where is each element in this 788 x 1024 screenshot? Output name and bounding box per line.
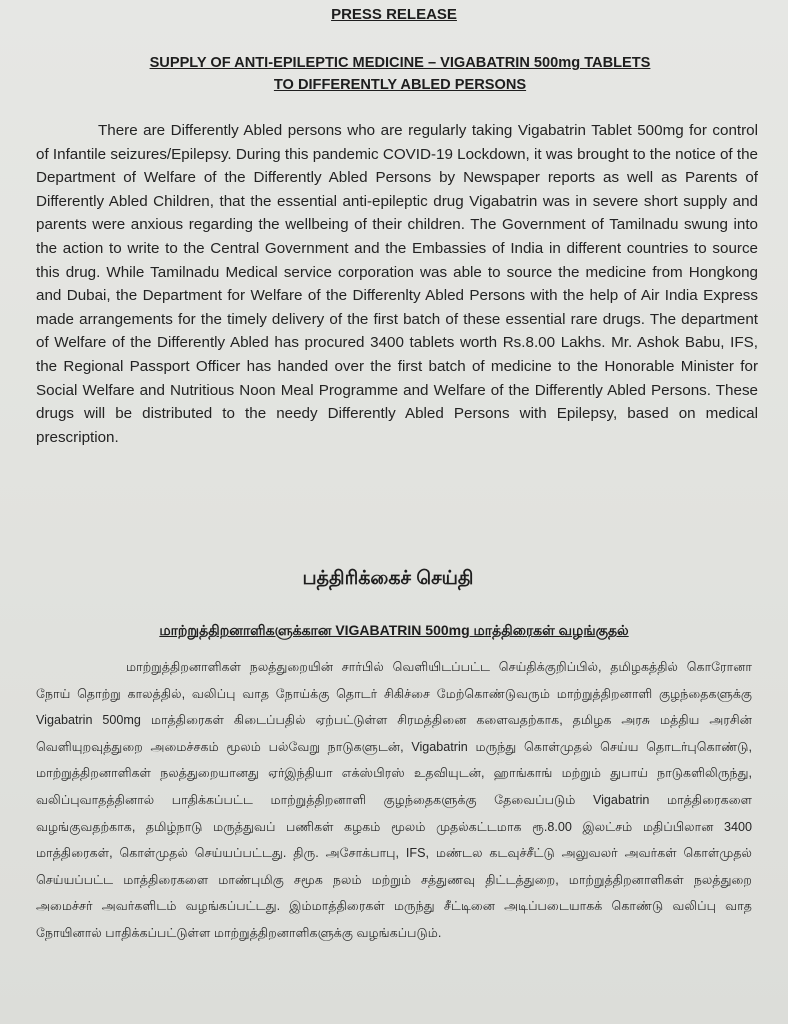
english-subject-line-1: SUPPLY OF ANTI-EPILEPTIC MEDICINE – VIGABATRIN 500mg TABLETS [149,55,651,71]
tamil-press-release-heading: பத்திரிக்கைச் செய்தி [302,568,474,589]
press-release-heading: PRESS RELEASE [331,6,457,23]
english-body-paragraph: There are Differently Abled persons who are regularly taking Vigabatrin Tablet 500mg for control of Infantile seizures/Epilepsy. During this pandemic COVID-19 Lockdown, it was brought to the notice of the Department of Welfare of the Differently Abled Persons by Newspaper reports as well as Parents of Differently Abled Children, that the essential anti-epileptic drug Vigabatrin was in severe short supply and parents were anxious regarding the wellbeing of their children. The Government of Tamilnadu swung into the action to write to the Central Government and the Embassies of India in different countries to source this drug. While Tamilnadu Medical service corporation was able to source the medicine from Hongkong and Dubai, the Department for Welfare of the Differenlty Abled Persons with the help of Air India Express made arrangements for the timely delivery of the first batch of these essential rare drugs. The department of Welfare of the Differently Abled has procured 3400 tablets worth Rs.8.00 Lakhs. Mr. Ashok Babu, IFS, the Regional Passport Officer has handed over the first batch of medicine to the Honorable Minister for Social Welfare and Nutritious Noon Meal Programme and Welfare of the Differently Abled Persons. These drugs will be distributed to the needy Differently Abled Persons with Epilepsy, based on medical prescription. [36,122,758,446]
tamil-subject: மாற்றுத்திறனாளிகளுக்கான VIGABATRIN 500mg மாத்திரைகள் வழங்குதல் [159,622,629,638]
english-subject [0,52,788,96]
tamil-body-paragraph: மாற்றுத்திறனாளிகள் நலத்துறையின் சார்பில் வெளியிடப்பட்ட செய்திக்குறிப்பில், தமிழகத்தில் கொரோனா நோய் தொற்று காலத்தில், வலிப்பு வாத நோய்க்கு தொடர் சிகிச்சை மேற்கொண்டுவரும் மாற்றுத்திறனாளி குழந்தைகளுக்கு Vigabatrin 500mg மாத்திரைகள் கிடைப்பதில் ஏற்பட்டுள்ள சிரமத்தினை களைவதற்காக, தமிழக அரசு மத்திய அரசின் வெளியுறவுத்துறை அமைச்சகம் மூலம் பல்வேறு நாடுகளுடன், Vigabatrin மருந்து கொள்முதல் செய்ய தொடர்புகொண்டு, மாற்றுத்திறனாளிகள் நலத்துறையானது ஏர்இந்தியா எக்ஸ்பிரஸ் உதவியுடன், ஹாங்காங் மற்றும் துபாய் நாடுகளிலிருந்து, வலிப்புவாதத்தினால் பாதிக்கப்பட்ட மாற்றுத்திறனாளி குழந்தைகளுக்கு தேவைப்படும் Vigabatrin மாத்திரைகளை வழங்குவதற்காக, தமிழ்நாடு மருத்துவப் பணிகள் கழகம் மூலம் முதல்கட்டமாக ரூ.8.00 இலட்சம் மதிப்பிலான 3400 மாத்திரைகள், கொள்முதல் செய்யப்பட்டது. திரு. அசோக்பாபு, IFS, மண்டல கடவுச்சீட்டு அலுவலர் அவர்கள் கொள்முதல் செய்யப்பட்ட மாத்திரைகளை மாண்புமிகு சமூக நலம் மற்றும் சத்துணவு திட்டத்துறை, மாற்றுத்திறனாளிகள் நலத்துறை அமைச்சர் அவர்களிடம் வழங்கப்பட்டது. இம்மாத்திரைகள் மருந்து சீட்டினை அடிப்படையாகக் கொண்டு வலிப்பு வாத நோயினால் பாதிக்கப்பட்டுள்ள மாற்றுத்திறனாளிகளுக்கு வழங்கப்படும். [36,660,752,940]
english-subject-line-2: TO DIFFERENTLY ABLED PERSONS [273,77,527,93]
